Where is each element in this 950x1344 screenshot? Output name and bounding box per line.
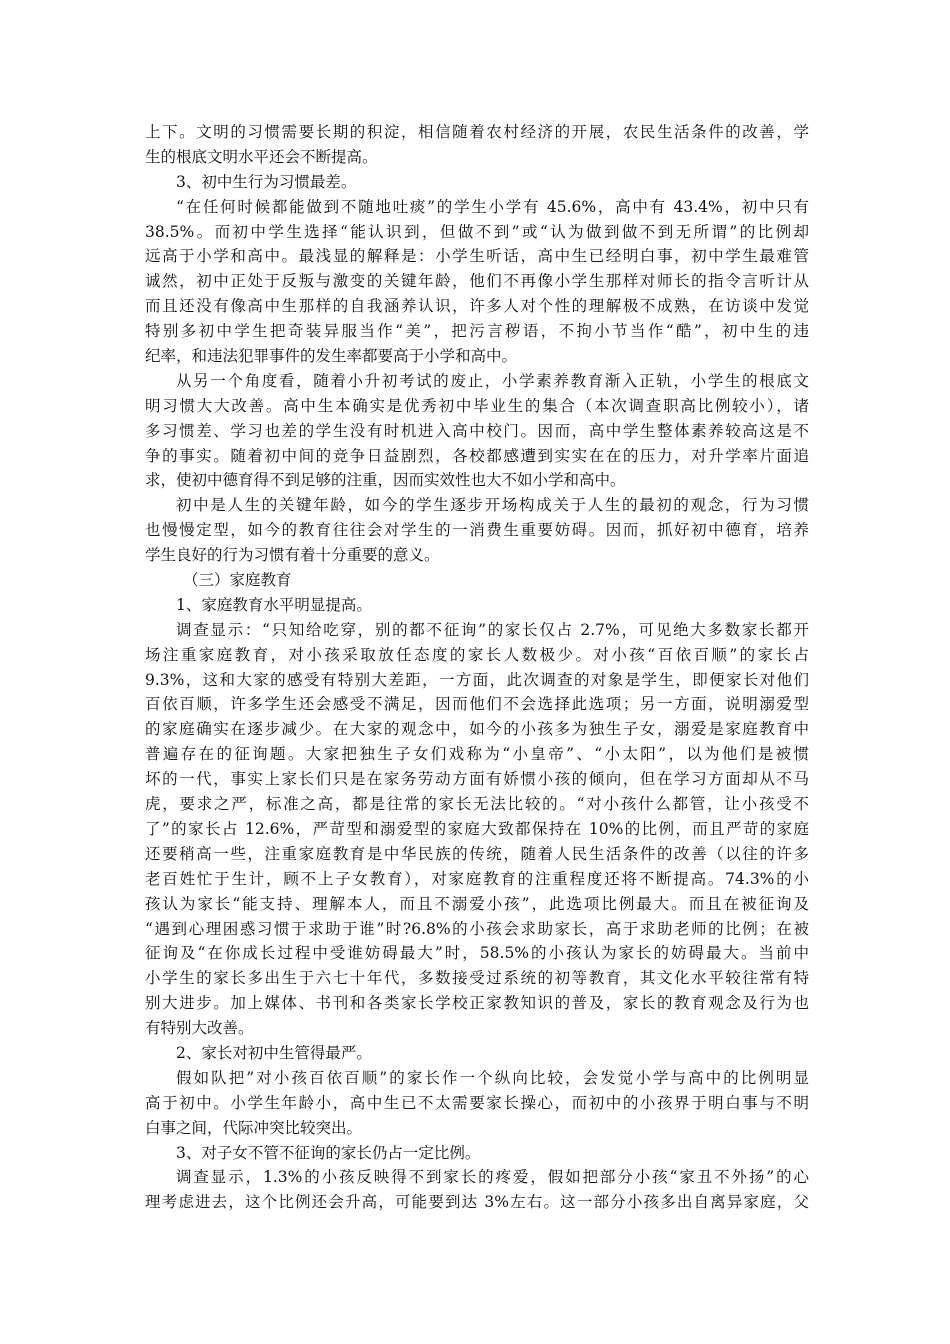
text-line: 坏的一代，事实上家长们只是在家务劳动方面有娇惯小孩的倾向，但在学习方面却从不马 (145, 770, 809, 789)
paragraph (145, 120, 809, 170)
text-line: 3、对子女不管不征询的家长仍占一定比例。 (176, 1143, 481, 1162)
text-line: “遇到心理困惑习惯于求助于谁”时?6.8%的小孩会求助家长，高于求助老师的比例；在被 (145, 919, 809, 938)
text-line: 9.3%，这和大家的感受有特别大差距，一方面，此次调查的对象是学生，即便家长对他们 (145, 670, 809, 689)
text-line: 小学生的家长多出生于六七十年代，多数接受过系统的初等教育，其文化水平较往常有特 (145, 969, 809, 988)
text-line: 1、家庭教育水平明显提高。 (176, 595, 372, 614)
text-line: 多习惯差、学习也差的学生没有时机进入高中校门。因而，高中学生整体素养较高这是不 (145, 421, 809, 440)
paragraph (145, 493, 809, 568)
text-line: 理考虑进去，这个比例还会升高，可能要到达 3%左右。这一部分小孩多出自离异家庭，父 (145, 1193, 809, 1212)
text-line: 的家庭确实在逐步减少。在大家的观念中，如今的小孩多为独生子女，溺爱是家庭教育中 (145, 720, 809, 739)
section-heading (145, 568, 809, 593)
section-heading (145, 1041, 809, 1066)
text-line: 了”的家长占 12.6%，严苛型和溺爱型的家庭大致都保持在 10%的比例，而且严苛的家庭 (145, 819, 809, 838)
text-line: 别大进步。加上媒体、书刊和各类家长学校正家教知识的普及，家长的教育观念及行为也 (145, 994, 809, 1013)
text-line: 从另一个角度看，随着小升初考试的废止，小学素养教育渐入正轨，小学生的根底文 (176, 371, 809, 390)
text-line: 老百姓忙于生计，顾不上子女教育），对家庭教育的注重程度还将不断提高。74.3%的小 (145, 869, 809, 888)
text-line: 明习惯大大改善。高中生本确实是优秀初中毕业生的集合（本次调查职高比例较小），诸 (145, 396, 809, 415)
text-line: 孩认为家长“能支持、理解本人，而且不溺爱小孩”，此选项比例最大。而且在被征询及 (145, 894, 809, 913)
text-line: “在任何时候都能做到不随地吐痰”的学生小学有 45.6%，高中有 43.4%，初中只有 (176, 197, 809, 216)
text-line: 场注重家庭教育，对小孩采取放任态度的家长人数极少。对小孩“百依百顺”的家长占 (145, 645, 809, 664)
section-heading (145, 1141, 809, 1166)
text-line: 高于初中。小学生年龄小，高中生已不太需要家长操心，而初中的小孩界于明白事与不明 (145, 1093, 809, 1112)
text-line: 生的根底文明水平还会不断提高。 (145, 147, 378, 166)
text-line: 远高于小学和高中。最浅显的解释是：小学生听话，高中生已经明白事，初中学生最难管 (145, 247, 809, 266)
paragraph (145, 618, 809, 1041)
text-line: 白事之间，代际冲突比较突出。 (145, 1118, 363, 1137)
paragraph (145, 1066, 809, 1141)
text-line: 而且还没有像高中生那样的自我涵养认识，许多人对个性的理解极不成熟，在访谈中发觉 (145, 297, 809, 316)
paragraph (145, 1165, 809, 1215)
text-line: 假如队把”对小孩百依百顺”的家长作一个纵向比较，会发觉小学与高中的比例明显 (176, 1068, 809, 1087)
text-line: 争的事实。随着初中间的竞争日益剧烈，各校都感遭到实实在在的压力，对升学率片面追 (145, 446, 809, 465)
text-line: 普遍存在的征询题。大家把独生子女们戏称为“小皇帝”、“小太阳”，以为他们是被惯 (145, 745, 809, 764)
text-line: 诚然，初中正处于反叛与激变的关键年龄，他们不再像小学生那样对师长的指令言听计从 (145, 272, 809, 291)
text-line: 38.5%。而初中学生选择“能认识到，但做不到”或“认为做到做不到无所谓”的比例却 (145, 222, 809, 241)
paragraph (145, 195, 809, 369)
text-line: （三）家庭教育 (183, 571, 292, 590)
section-heading (145, 593, 809, 618)
text-line: 调查显示，1.3%的小孩反映得不到家长的疼爱，假如把部分小孩“家丑不外扬”的心 (176, 1168, 809, 1187)
text-line: 特别多初中学生把奇装异服当作“美”，把污言秽语，不拘小节当作“酷”，初中生的违 (145, 322, 809, 341)
text-line: 求，使初中德育得不到足够的注重，因而实效性也大不如小学和高中。 (145, 471, 626, 490)
paragraph (145, 369, 809, 493)
text-line: 2、家长对初中生管得最严。 (176, 1043, 372, 1062)
text-line: 虎，要求之严，标准之高，都是往常的家长无法比较的。“对小孩什么都管，让小孩受不 (145, 795, 809, 814)
text-line: 征询及“在你成长过程中受谁妨碍最大”时，58.5%的小孩认为家长的妨碍最大。当前中 (145, 944, 809, 963)
text-line: 3、初中生行为习惯最差。 (176, 172, 357, 191)
text-line: 调查显示：“只知给吃穿，别的都不征询”的家长仅占 2.7%，可见绝大多数家长都开 (176, 620, 809, 639)
text-line: 上下。文明的习惯需要长期的积淀，相信随着农村经济的开展，农民生活条件的改善，学 (145, 123, 809, 141)
text-line: 纪率，和违法犯罪事件的发生率都要高于小学和高中。 (145, 347, 518, 366)
text-line: 还要稍高一些，注重家庭教育是中华民族的传统，随着人民生活条件的改善（以往的许多 (145, 844, 809, 863)
text-line: 也慢慢定型，如今的教育往往会对学生的一消费生重要妨碍。因而，抓好初中德育，培养 (145, 521, 809, 540)
text-line: 百依百顺，许多学生还会感受不满足，因而他们不会选择此选项；另一方面，说明溺爱型 (145, 695, 809, 714)
document-page (145, 120, 809, 1215)
text-line: 学生良好的行为习惯有着十分重要的意义。 (145, 546, 440, 565)
section-heading (145, 170, 809, 195)
text-line: 有特别大改善。 (145, 1019, 254, 1038)
text-line: 初中是人生的关键年龄，如今的学生逐步开场构成关于人生的最初的观念，行为习惯 (176, 496, 809, 515)
